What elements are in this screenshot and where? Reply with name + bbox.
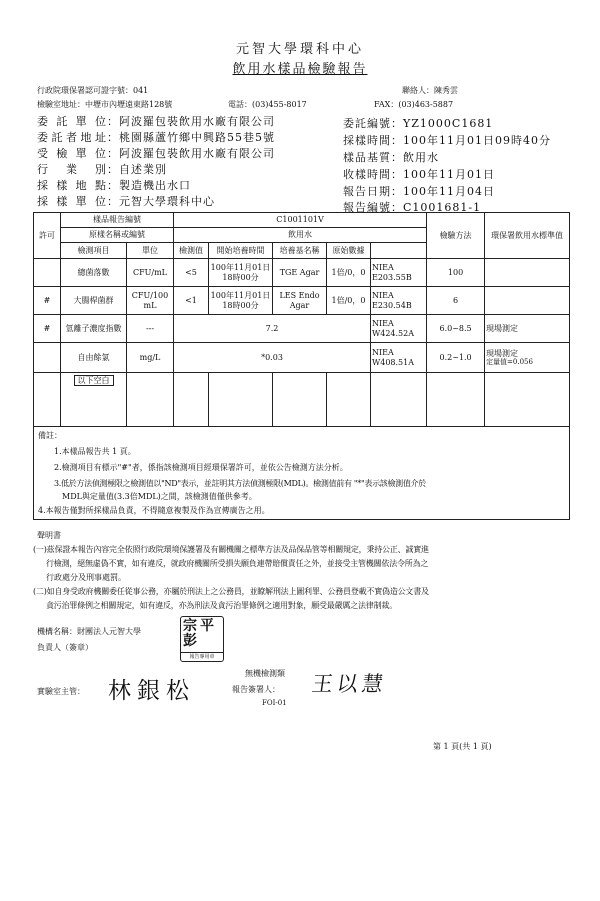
client-row: 採樣單位：元智大學環科中心 [37, 195, 215, 208]
signer-signature: 王以慧 [310, 672, 389, 696]
meta-row: 採樣時間：100年11月01日09時40分 [343, 134, 551, 147]
form-code: FOI-01 [262, 699, 287, 707]
remark-line: 3.低於方法偵測極限之檢測值以"ND"表示，並註明其方法偵測極限(MDL)。檢測值前有 "*"表示該檢測值介於 [54, 479, 426, 488]
client-row: 受檢單位：阿波羅包裝飲用水廠有限公司 [37, 147, 275, 160]
sample-name-header: 原樣名稱或編號 [61, 228, 174, 243]
client-row: 採樣地點：製造機出水口 [37, 179, 191, 192]
remark-line: 2.檢測項目有標示"#"者，係指該檢測項目經環保署許可，並依公告檢測方法分析。 [54, 463, 348, 472]
table-row: # 氫離子濃度指數 --- 7.2 NIEA W424.52A 6.0~8.5 現場測定 [34, 315, 570, 343]
inorganic-category: 無機檢測類 [245, 669, 285, 678]
meta-row: 委託編號：YZ1000C1681 [343, 117, 494, 130]
page-number: 第 1 頁(共 1 頁) [433, 742, 492, 751]
declaration-line: (二)如自身受政府機關委任從事公務，亦屬於刑法上之公務員，並瞭解刑法上圖利罪、公務員登載不實偽造公文書及 [33, 587, 429, 596]
signer-label: 報告簽署人： [232, 685, 280, 694]
blank-below-label: 以下空白 [74, 375, 114, 386]
declaration-line: 貪污治罪條例之相關規定，如有違反，亦為刑法及貪污治罪條例之適用對象，願受最嚴厲之法律制裁。 [46, 601, 397, 610]
lab-address: 檢驗室地址：中壢市內壢遠東路128號 [37, 100, 173, 109]
start-time-header: 開始培養時間 [209, 243, 273, 259]
declaration-line: 行檢測，絕無虛偽不實，如有違反，就政府機關所受損失願負連帶賠償責任之外，並接受主管機關依法令所為之 [46, 559, 429, 568]
table-row: 自由餘氯 mg/L *0.03 NIEA W408.51A 0.2~1.0 現場測定 定量值=0.056 [34, 343, 570, 373]
meta-row: 收樣時間：100年11月01日 [343, 168, 495, 181]
owner-label: 負責人（簽章） [37, 643, 93, 652]
permit-header: 許可 [34, 213, 61, 259]
method-header: 檢驗方法 [427, 213, 485, 259]
remark-line: 4.本報告僅對所採樣品負責，不得隨意複製及作為宣傳廣告之用。 [38, 506, 270, 515]
dilution-header: 原始數據 [327, 243, 371, 259]
remark-line: 1.本樣品報告共 1 頁。 [54, 447, 136, 456]
remark-line: MDL與定量值(3.3倍MDL)之間，該檢測值僅供參考。 [62, 492, 257, 501]
meta-row: 報告編號：C1001681-1 [343, 201, 482, 214]
declaration-title: 聲明書 [37, 531, 61, 540]
client-row: 委託單位：阿波羅包裝飲用水廠有限公司 [37, 115, 275, 128]
supervisor-signature: 林銀松 [108, 678, 195, 704]
medium-header: 培養基名稱 [273, 243, 327, 259]
report-seal: 宗平彭 報告專用章 [180, 616, 224, 662]
report-no-value: C1001101V [174, 213, 427, 228]
permit-number: 行政院環保署認可證字號：041 [37, 86, 149, 95]
report-no-header: 樣品報告編號 [61, 213, 174, 228]
org-title: 元智大學環科中心 [235, 42, 364, 57]
sample-name-value: 飲用水 [174, 228, 427, 243]
item-header: 檢測項目 [61, 243, 127, 259]
declaration-line: (一)茲保證本報告內容完全依照行政院環境保護署及有關機關之標準方法及品保品管等相關規定，秉持公正、誠實進 [33, 545, 429, 554]
supervisor-label: 實驗室主管： [37, 687, 85, 696]
institution-name: 機構名稱：財團法人元智大學 [37, 627, 141, 636]
table-row: # 大腸桿菌群 CFU/100 mL <1 100年11月01日18時00分 LES Endo Agar 1倍/0，0 NIEA E230.54B 6 [34, 287, 570, 315]
lab-phone: 電話：(03)455-8017 [228, 100, 307, 109]
client-row: 委託者地址：桃園縣蘆竹鄉中興路55巷5號 [37, 131, 275, 144]
unit-header: 單位 [127, 243, 174, 259]
value-header: 檢測值 [174, 243, 209, 259]
standard-header: 環保署飲用水標準值 [485, 213, 570, 259]
table-row: 總菌落數 CFU/mL <5 100年11月01日18時00分 TGE Agar 1倍/0，0 NIEA E203.55B 100 [34, 259, 570, 287]
results-table [33, 212, 570, 427]
meta-row: 報告日期：100年11月04日 [343, 185, 495, 198]
meta-row: 樣品基質：飲用水 [343, 151, 439, 164]
lab-fax: FAX：(03)463-5887 [374, 100, 454, 109]
remarks-title: 備註： [38, 431, 62, 440]
contact-person: 聯絡人：陳秀雲 [402, 86, 458, 95]
client-row: 行業別：自述業別 [37, 163, 167, 176]
report-title: 飲用水樣品檢驗報告 [232, 62, 368, 77]
declaration-line: 行政處分及刑事處罰。 [46, 573, 126, 582]
